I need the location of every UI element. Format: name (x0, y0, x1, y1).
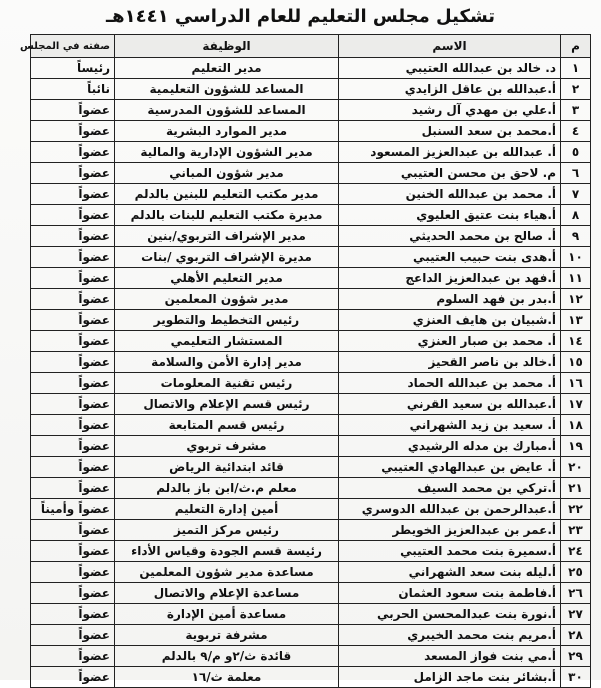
table-row (31, 646, 591, 667)
table-row (31, 121, 591, 142)
row-number: ٢٣ (561, 520, 591, 541)
table-row (31, 310, 591, 331)
member-name: أ. عبدالله بن عبدالعزيز المسعود (339, 142, 561, 163)
member-name: أ.مبارك بن مدله الرشيدي (339, 436, 561, 457)
member-name: أ.فاطمة بنت سعود العثمان (339, 583, 561, 604)
row-number: ١٧ (561, 394, 591, 415)
member-name: أ.بشائر بنت ماجد الزامل (339, 667, 561, 688)
member-job: مدير الشؤون الإدارية والمالية (115, 142, 339, 163)
member-name: أ.ليله بنت سعد الشهراني (339, 562, 561, 583)
row-number: ٢٦ (561, 583, 591, 604)
table-row (31, 520, 591, 541)
member-name: د. خالد بن عبدالله العتيبي (339, 58, 561, 79)
row-number: ١١ (561, 268, 591, 289)
table-row (31, 100, 591, 121)
member-name: أ.شبيان بن هايف العنزي (339, 310, 561, 331)
member-name: أ.عبدالله بن سعيد القرني (339, 394, 561, 415)
member-name: أ.مريم بنت محمد الخيبري (339, 625, 561, 646)
table-row (31, 79, 591, 100)
row-number: ٣ (561, 100, 591, 121)
row-number: ٢١ (561, 478, 591, 499)
member-role: عضواً (31, 436, 115, 457)
member-role: رئيساً (31, 58, 115, 79)
row-number: ٤ (561, 121, 591, 142)
header-row (31, 35, 591, 58)
row-number: ٧ (561, 184, 591, 205)
member-name: أ.بدر بن فهد السلوم (339, 289, 561, 310)
table-row (31, 562, 591, 583)
member-name: أ.علي بن مهدي آل رشيد (339, 100, 561, 121)
member-role: عضواً (31, 373, 115, 394)
member-name: أ. عايض بن عبدالهادي العتيبي (339, 457, 561, 478)
member-role: عضواً (31, 415, 115, 436)
member-role: عضواً (31, 310, 115, 331)
row-number: ٢٥ (561, 562, 591, 583)
member-job: مدير الإشراف التربوي/بنين (115, 226, 339, 247)
member-role: عضواً (31, 100, 115, 121)
row-number: ٢٤ (561, 541, 591, 562)
table-row (31, 373, 591, 394)
member-name: أ.هدى بنت حبيب العتيبي (339, 247, 561, 268)
member-job: مدير شؤون المعلمين (115, 289, 339, 310)
table-row (31, 415, 591, 436)
table-row (31, 457, 591, 478)
member-role: عضواً (31, 562, 115, 583)
row-number: ١٣ (561, 310, 591, 331)
member-job: معلمة ث/١٦ (115, 667, 339, 688)
member-job: مشرف تربوي (115, 436, 339, 457)
member-job: مديرة الإشراف التربوي /بنات (115, 247, 339, 268)
table-row (31, 667, 591, 688)
row-number: ٥ (561, 142, 591, 163)
member-job: المساعد للشؤون المدرسية (115, 100, 339, 121)
member-role: عضواً (31, 226, 115, 247)
row-number: ١٢ (561, 289, 591, 310)
table-row (31, 352, 591, 373)
header-name: الاسم (339, 35, 561, 58)
row-number: ٢٧ (561, 604, 591, 625)
row-number: ٨ (561, 205, 591, 226)
member-job: رئيسة قسم الجودة وقياس الأداء (115, 541, 339, 562)
header-job: الوظيفة (115, 35, 339, 58)
member-job: رئيس قسم المتابعة (115, 415, 339, 436)
table-row (31, 436, 591, 457)
table-row (31, 583, 591, 604)
member-role: عضواً (31, 184, 115, 205)
member-role: عضواً (31, 163, 115, 184)
table-row (31, 604, 591, 625)
header-role: صفته في المجلس (31, 35, 115, 58)
row-number: ٢٩ (561, 646, 591, 667)
member-job: مدير مكتب التعليم للبنين بالدلم (115, 184, 339, 205)
member-job: رئيس التخطيط والتطوير (115, 310, 339, 331)
member-job: مساعدة أمين الإدارة (115, 604, 339, 625)
table-row (31, 184, 591, 205)
council-table (20, 34, 591, 688)
table-header (20, 35, 591, 58)
member-name: أ.تركي بن محمد السيف (339, 478, 561, 499)
member-role: عضواً (31, 667, 115, 688)
member-role: نائباً (31, 79, 115, 100)
table-row (31, 394, 591, 415)
member-role: عضواً (31, 289, 115, 310)
row-number: ١ (561, 58, 591, 79)
table-row (31, 163, 591, 184)
member-name: م. لاحق بن محسن العتيبي (339, 163, 561, 184)
member-role: عضواً (31, 394, 115, 415)
member-job: أمين إدارة التعليم (115, 499, 339, 520)
table-row (31, 331, 591, 352)
member-job: مدير شؤون المباني (115, 163, 339, 184)
member-role: عضواً وأميناً (31, 499, 115, 520)
member-role: عضواً (31, 142, 115, 163)
member-name: أ. محمد بن عبدالله الحماد (339, 373, 561, 394)
member-name: أ.عمر بن عبدالعزيز الخويطر (339, 520, 561, 541)
row-number: ٢٠ (561, 457, 591, 478)
table-row (31, 478, 591, 499)
table-row (31, 625, 591, 646)
member-job: رئيس تقنية المعلومات (115, 373, 339, 394)
member-job: مديرة مكتب التعليم للبنات بالدلم (115, 205, 339, 226)
member-role: عضواً (31, 520, 115, 541)
member-name: أ.نورة بنت عبدالمحسن الحربي (339, 604, 561, 625)
member-job: معلم م.ث/ابن باز بالدلم (115, 478, 339, 499)
row-number: ١٨ (561, 415, 591, 436)
member-role: عضواً (31, 625, 115, 646)
member-role: عضواً (31, 457, 115, 478)
table-row (31, 499, 591, 520)
member-role: عضواً (31, 352, 115, 373)
member-name: أ.سميرة بنت محمد العتيبي (339, 541, 561, 562)
member-job: قائد ابتدائية الرياض (115, 457, 339, 478)
member-name: أ. محمد بن صبار العنزي (339, 331, 561, 352)
member-role: عضواً (31, 121, 115, 142)
member-name: أ.هياء بنت عتيق العليوي (339, 205, 561, 226)
member-job: رئيس مركز التميز (115, 520, 339, 541)
member-role: عضواً (31, 478, 115, 499)
row-number: ١٠ (561, 247, 591, 268)
member-name: أ.محمد بن سعد السنبل (339, 121, 561, 142)
member-role: عضواً (31, 268, 115, 289)
member-job: قائدة ث/٢و م/٩ بالدلم (115, 646, 339, 667)
member-job: المستشار التعليمي (115, 331, 339, 352)
row-number: ٢٨ (561, 625, 591, 646)
table-row (31, 142, 591, 163)
member-name: أ. سعيد بن زيد الشهراني (339, 415, 561, 436)
row-number: ١٥ (561, 352, 591, 373)
member-name: أ.عبدالله بن عاقل الزايدي (339, 79, 561, 100)
table-body (31, 58, 591, 688)
table-row (31, 58, 591, 79)
table-row (31, 205, 591, 226)
member-role: عضواً (31, 331, 115, 352)
row-number: ١٩ (561, 436, 591, 457)
row-number: ٣٠ (561, 667, 591, 688)
member-job: مدير إدارة الأمن والسلامة (115, 352, 339, 373)
row-number: ٢٢ (561, 499, 591, 520)
member-job: مساعدة الإعلام والاتصال (115, 583, 339, 604)
table-row (31, 226, 591, 247)
member-name: أ. صالح بن محمد الحديثي (339, 226, 561, 247)
row-number: ١٤ (561, 331, 591, 352)
member-role: عضواً (31, 583, 115, 604)
row-number: ٢ (561, 79, 591, 100)
member-role: عضواً (31, 604, 115, 625)
member-role: عضواً (31, 247, 115, 268)
member-name: أ.عبدالرحمن بن عبدالله الدوسري (339, 499, 561, 520)
member-name: أ.مي بنت فواز المسعد (339, 646, 561, 667)
table-row (31, 541, 591, 562)
member-job: المساعد للشؤون التعليمية (115, 79, 339, 100)
member-job: مدير التعليم الأهلي (115, 268, 339, 289)
member-name: أ.خالد بن ناصر القحيز (339, 352, 561, 373)
member-role: عضواً (31, 646, 115, 667)
member-job: مشرفة تربوية (115, 625, 339, 646)
member-name: أ.فهد بن عبدالعزيز الداعج (339, 268, 561, 289)
page-title: تشكيل مجلس التعليم للعام الدراسي ١٤٤١هـ (105, 6, 496, 27)
table-row (31, 247, 591, 268)
member-job: رئيس قسم الإعلام والاتصال (115, 394, 339, 415)
table-row (31, 289, 591, 310)
member-job: مساعدة مدير شؤون المعلمين (115, 562, 339, 583)
member-job: مدير الموارد البشرية (115, 121, 339, 142)
row-number: ١٦ (561, 373, 591, 394)
row-number: ٦ (561, 163, 591, 184)
member-role: عضواً (31, 541, 115, 562)
row-number: ٩ (561, 226, 591, 247)
member-name: أ. محمد بن عبدالله الخنين (339, 184, 561, 205)
member-job: مدير التعليم (115, 58, 339, 79)
member-role: عضواً (31, 205, 115, 226)
header-number: م (561, 35, 591, 58)
table-row (31, 268, 591, 289)
